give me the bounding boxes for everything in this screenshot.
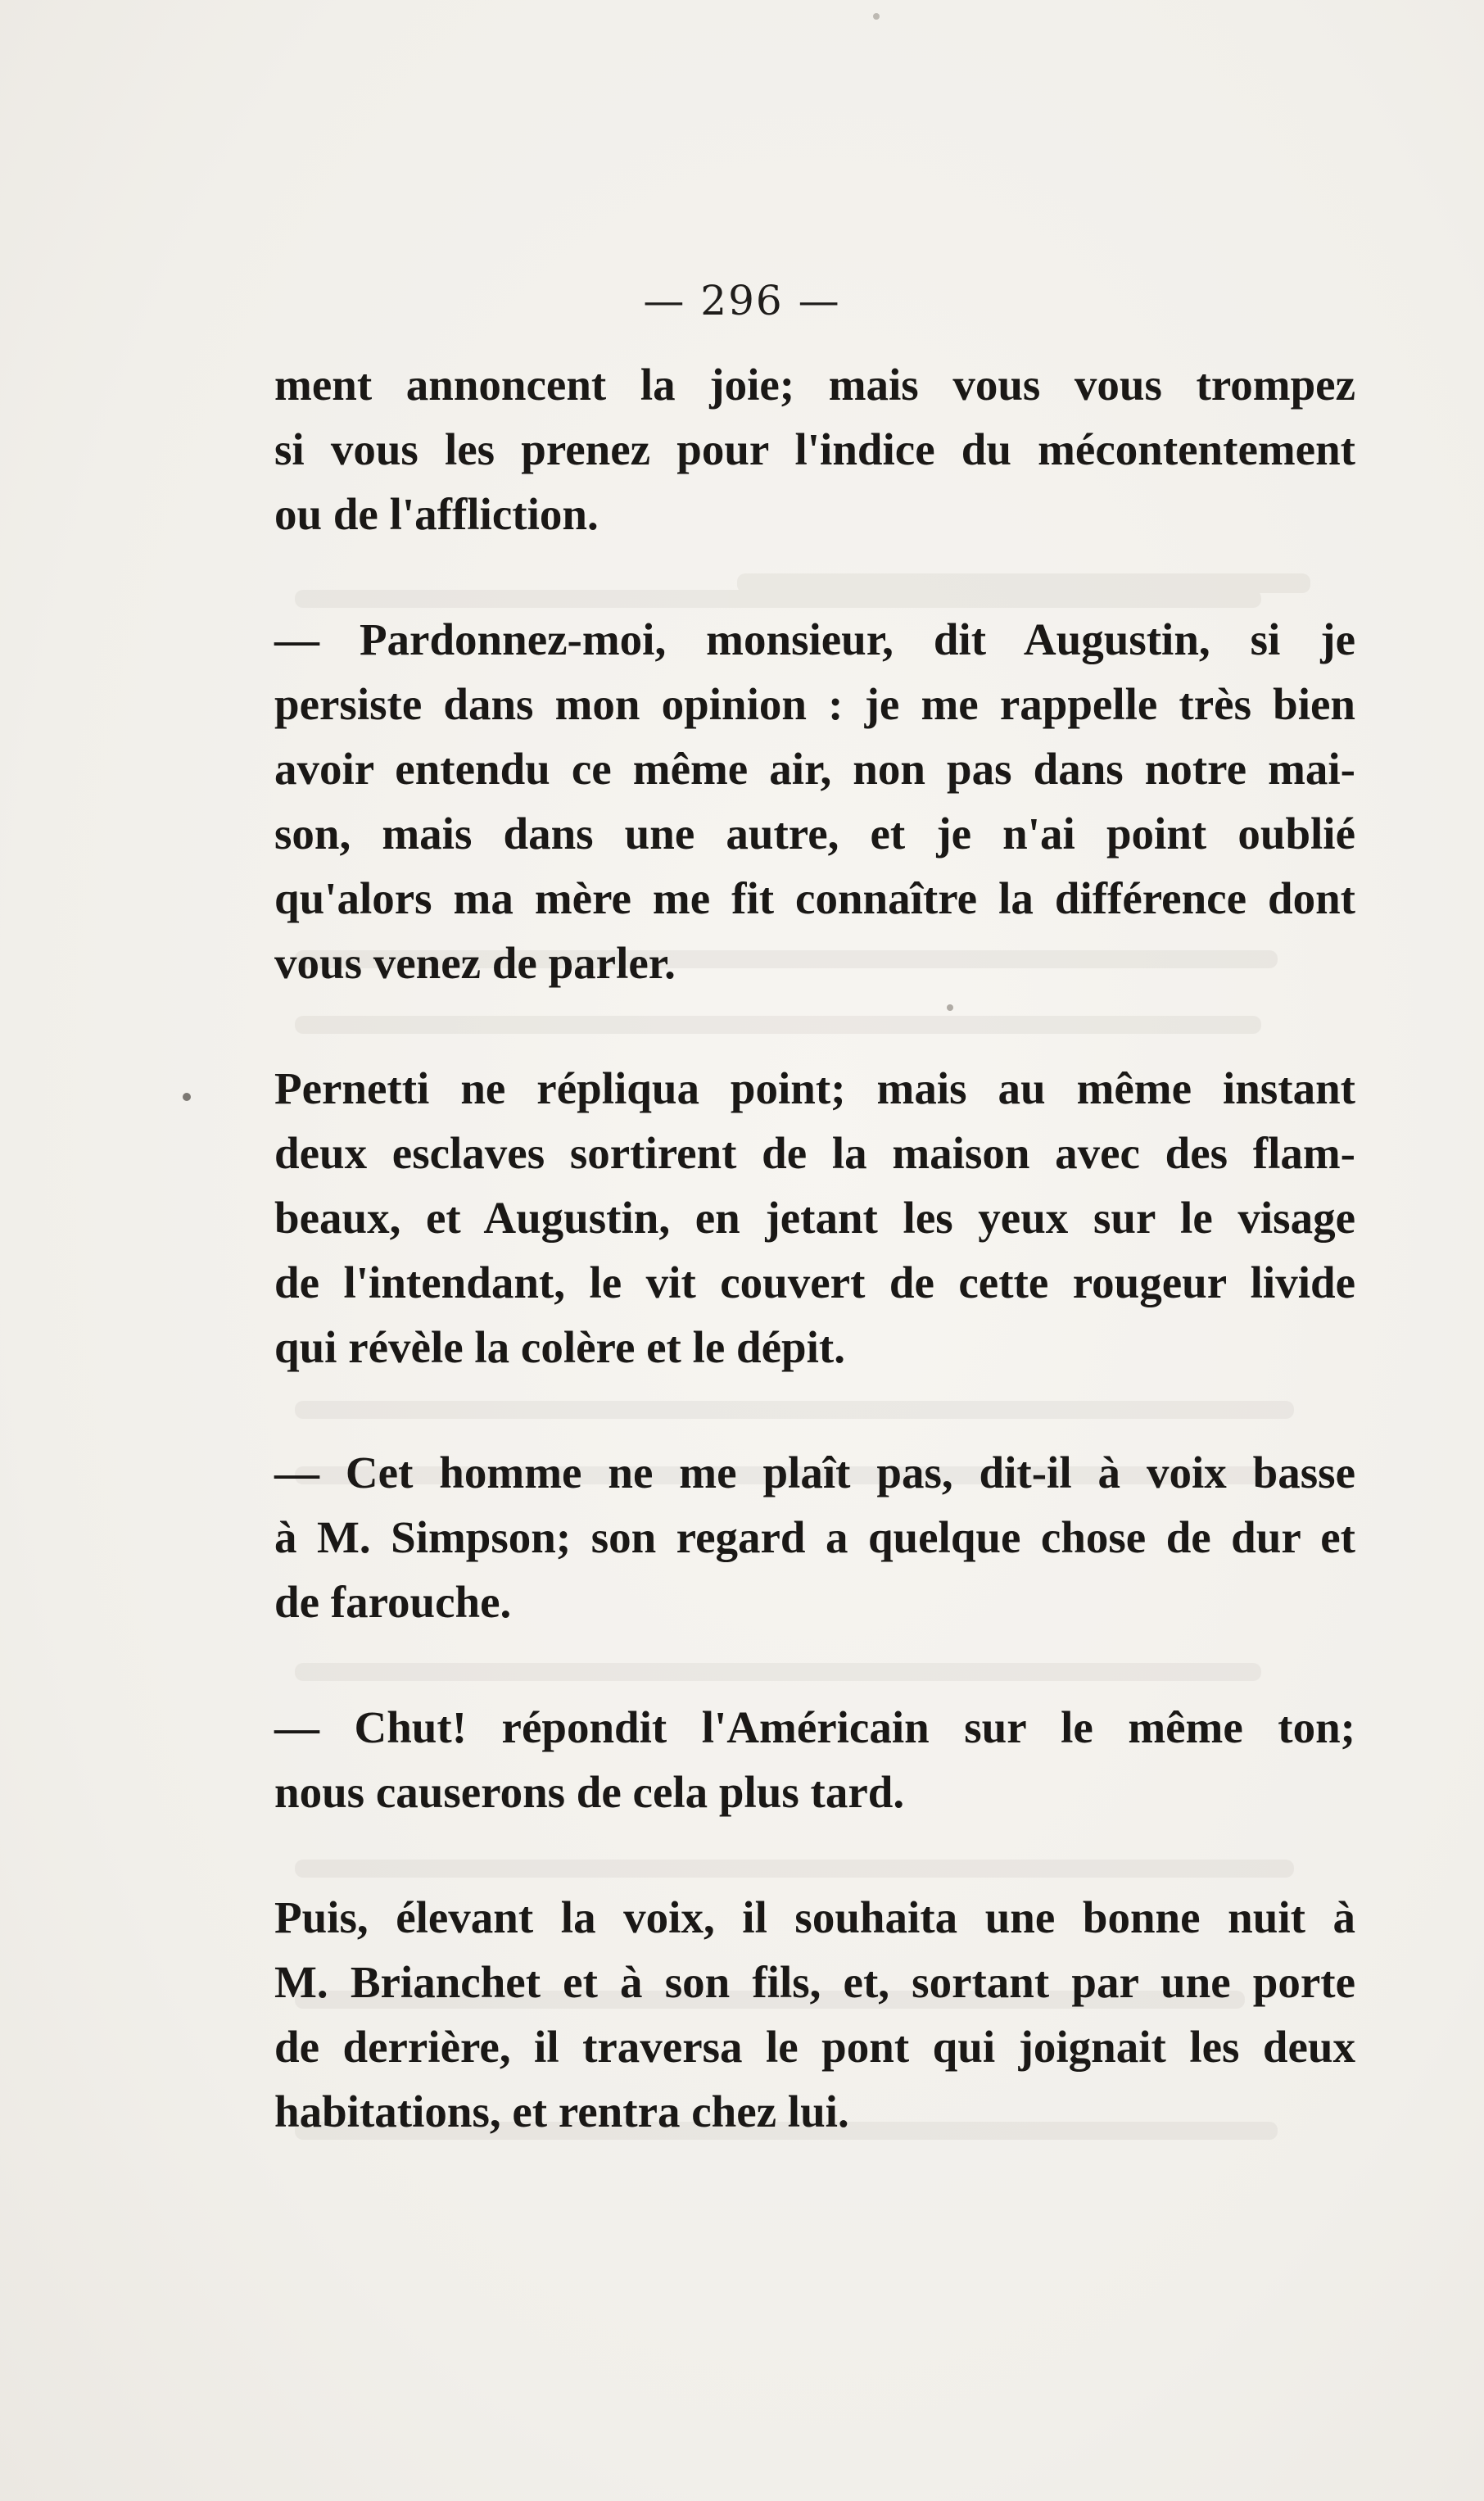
text-line: nous causerons de cela plus tard. <box>274 1767 905 1817</box>
text-line: avoir entendu ce même air, non pas dans notre mai- <box>274 744 1355 794</box>
paragraph <box>274 352 1355 546</box>
paragraph <box>274 1440 1355 1634</box>
text-line: — Cet homme ne me plaît pas, dit-il à voix basse <box>274 1448 1355 1497</box>
text-line: son, mais dans une autre, et je n'ai point oublié <box>274 809 1355 859</box>
text-line: ou de l'affliction. <box>274 489 599 539</box>
paragraph <box>274 607 1355 995</box>
text-line: qui révèle la colère et le dépit. <box>274 1322 845 1372</box>
text-line: de l'intendant, le vit couvert de cette rougeur livide <box>274 1257 1355 1307</box>
text-line: Puis, élevant la voix, il souhaita une bonne nuit à <box>274 1892 1355 1942</box>
text-line: deux esclaves sortirent de la maison avec des flam- <box>274 1128 1355 1178</box>
paragraph <box>274 1056 1355 1380</box>
paragraph <box>274 1695 1355 1824</box>
text-line: persiste dans mon opinion : je me rappelle très bien <box>274 679 1355 729</box>
paragraph <box>274 1885 1355 2144</box>
text-line: de farouche. <box>274 1577 512 1627</box>
text-line: — Chut! répondit l'Américain sur le même ton; <box>274 1702 1355 1752</box>
text-line: qu'alors ma mère me fit connaître la différence dont <box>274 873 1355 923</box>
body-text <box>274 352 1355 2144</box>
text-line: si vous les prenez pour l'indice du mécontentement <box>274 424 1355 474</box>
text-line: beaux, et Augustin, en jetant les yeux sur le visage <box>274 1193 1355 1243</box>
text-line: vous venez de parler. <box>274 938 676 988</box>
text-line: à M. Simpson; son regard a quelque chose de dur et <box>274 1512 1355 1562</box>
text-line: habitations, et rentra chez lui. <box>274 2086 849 2136</box>
text-line: Pernetti ne répliqua point; mais au même instant <box>274 1063 1355 1113</box>
page-number: — 296 — <box>643 277 841 324</box>
text-line: — Pardonnez-moi, monsieur, dit Augustin, si je <box>274 614 1355 664</box>
text-line: ment annoncent la joie; mais vous vous trompez <box>274 360 1355 410</box>
text-line: de derrière, il traversa le pont qui joignait les deux <box>274 2022 1355 2072</box>
text-line: M. Brianchet et à son fils, et, sortant par une porte <box>274 1957 1355 2007</box>
